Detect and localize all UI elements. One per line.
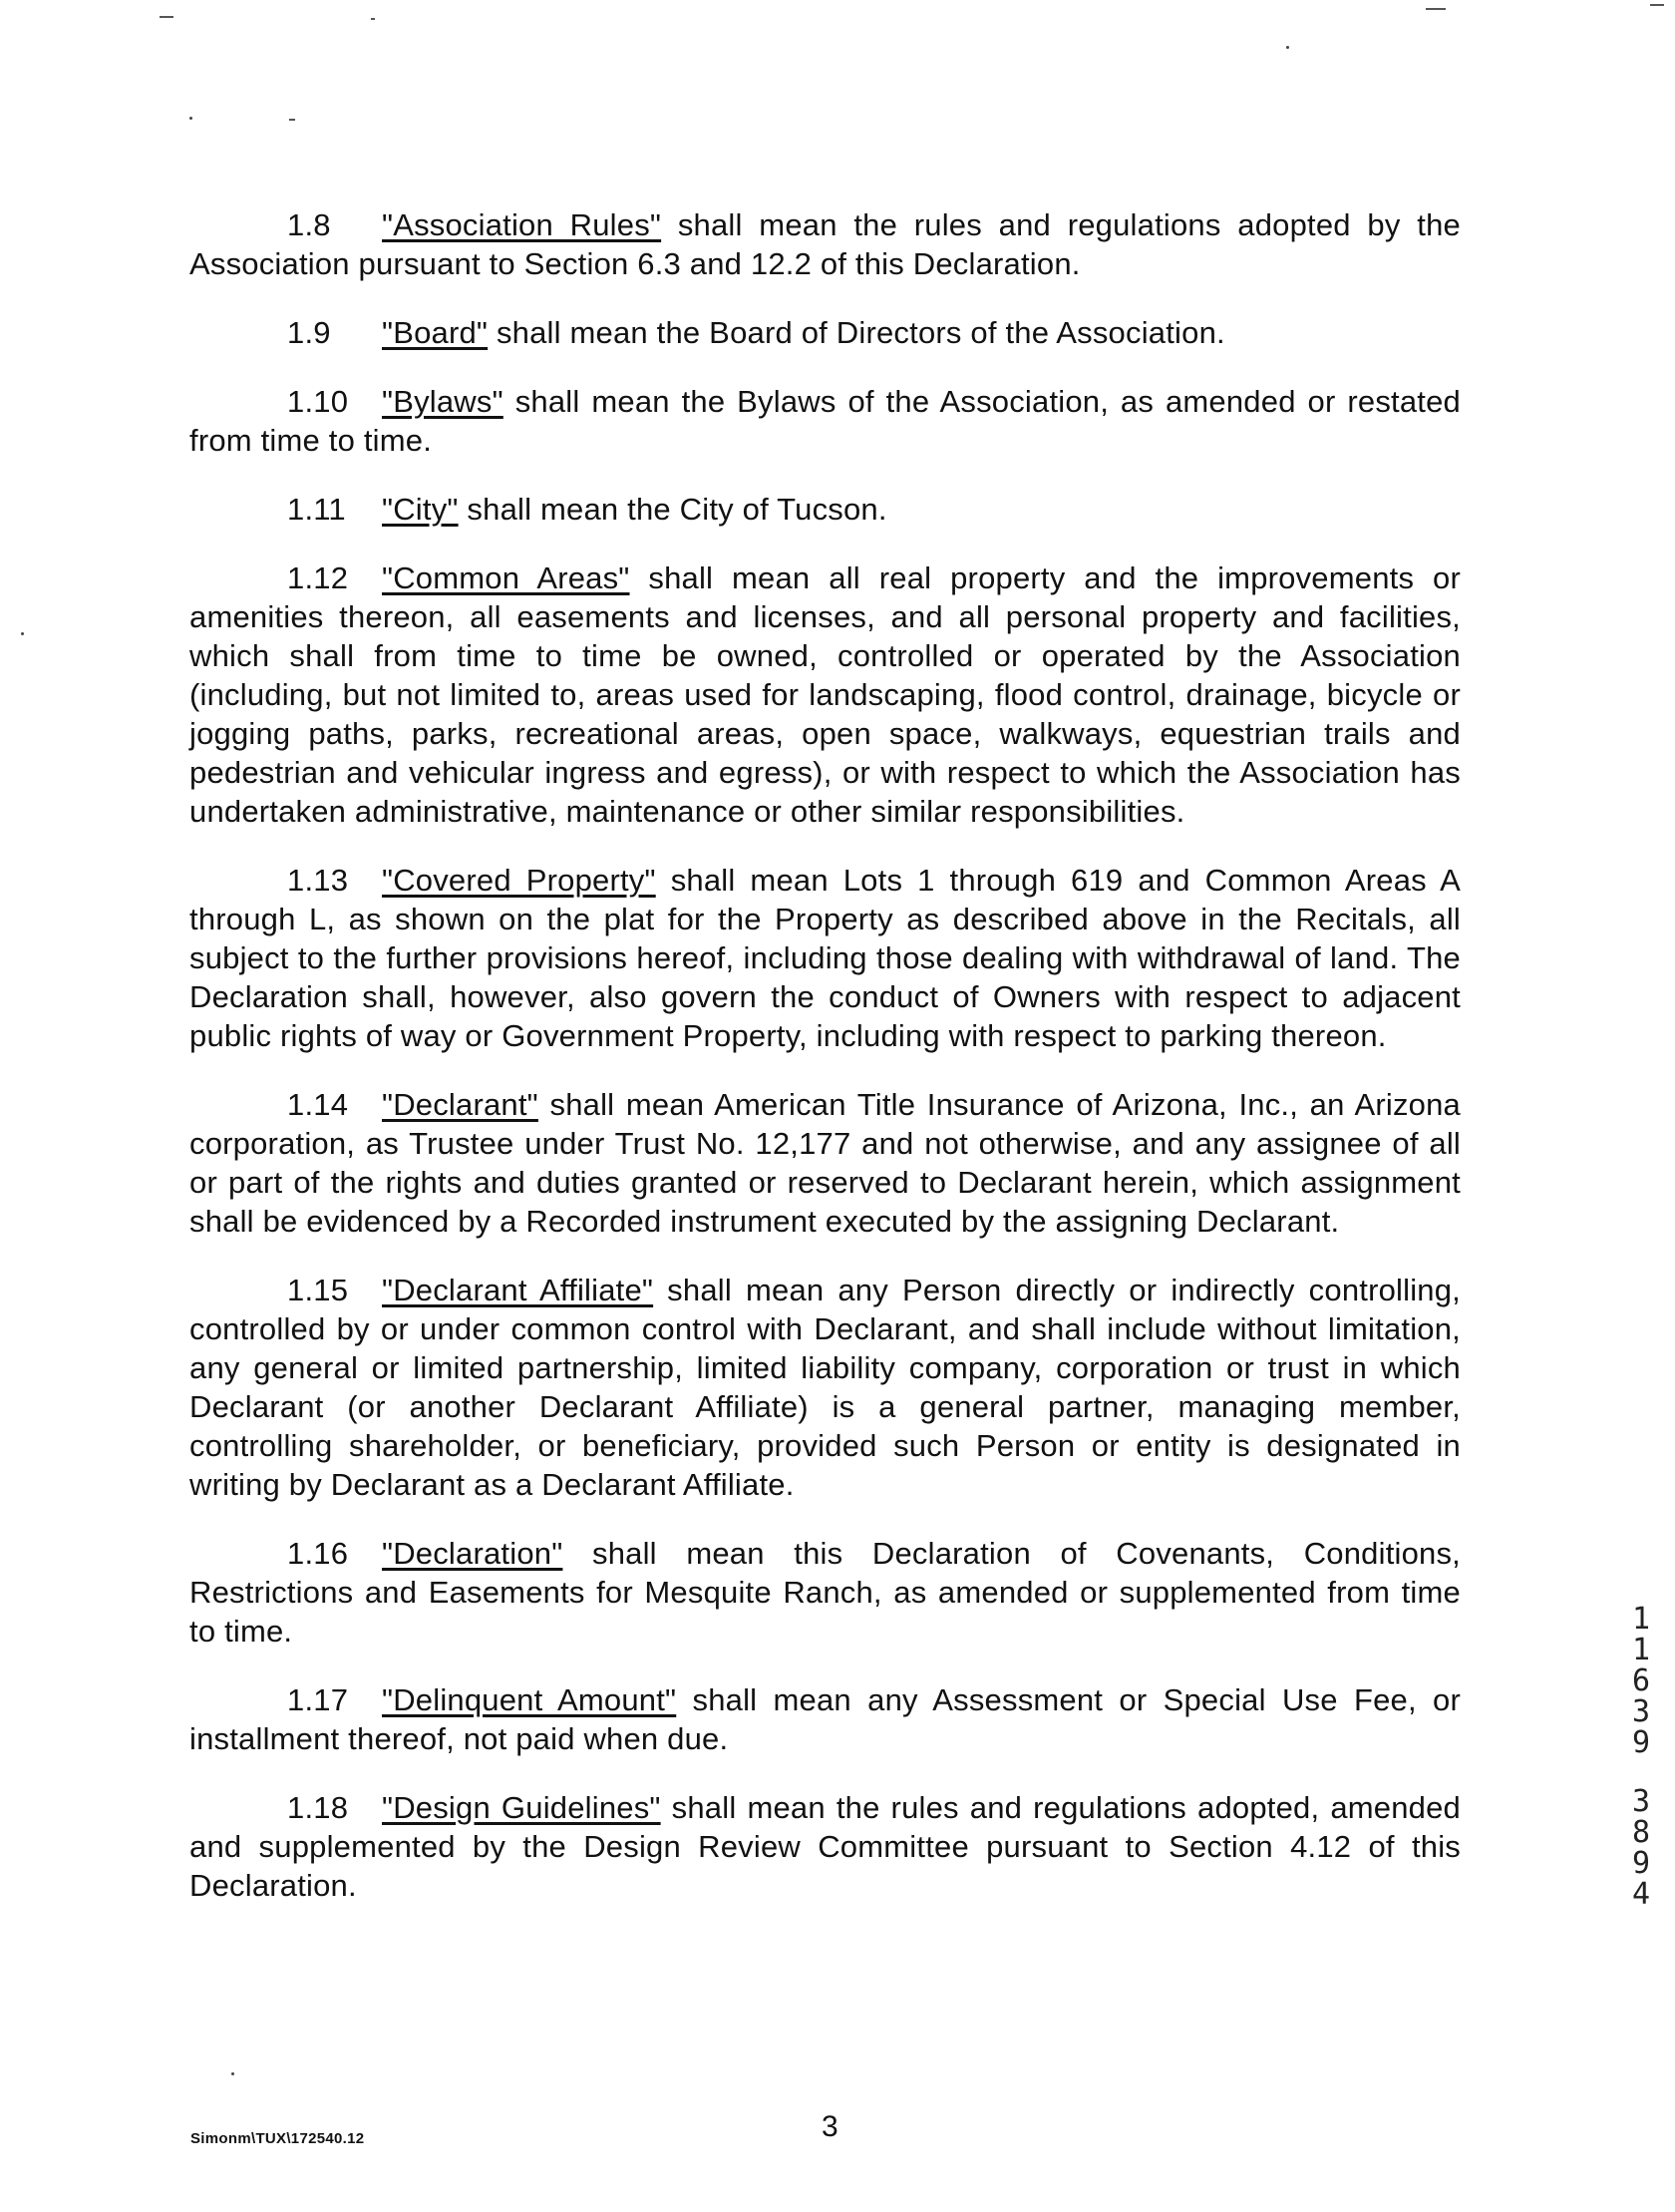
definition-term: "Declarant Affiliate"	[382, 1273, 654, 1307]
definition-1-13	[189, 861, 1461, 1055]
scan-mark	[1650, 4, 1664, 6]
definition-1-16	[189, 1534, 1461, 1651]
stamp-digit: 9	[1631, 1725, 1651, 1760]
definition-number: 1.12	[287, 560, 349, 595]
definition-1-14	[189, 1085, 1461, 1241]
scan-mark	[1426, 8, 1446, 10]
definition-1-10	[189, 382, 1461, 460]
stamp-digit: 1	[1631, 1633, 1651, 1667]
definition-text: shall mean the Board of Directors of the Association.	[488, 315, 1225, 350]
definition-term: "Board"	[382, 315, 489, 350]
scan-dot	[21, 632, 24, 635]
definition-text: shall mean American Title Insurance of Arizona, Inc., an Arizona corporation, as Trustee under Trust No. 12,177 and not otherwise, and any assignee of all or part of the rights and duties granted or reserved to Declarant herein, which assignment shall be evidenced by a Recorded instrument executed by the assigning Declarant.	[189, 1087, 1461, 1239]
scan-dot	[189, 117, 192, 120]
stamp-digit: 1	[1631, 1602, 1651, 1637]
definition-number: 1.10	[287, 384, 349, 419]
stamp-digit: 4	[1631, 1877, 1651, 1912]
definition-1-17	[189, 1680, 1461, 1758]
definition-term: "Design Guidelines"	[382, 1790, 661, 1825]
definition-number: 1.9	[287, 315, 331, 350]
page-number: 3	[822, 2110, 838, 2143]
definition-term: "City"	[382, 492, 459, 527]
definition-1-11	[189, 490, 1461, 529]
definition-1-12	[189, 558, 1461, 831]
scan-mark	[160, 16, 173, 18]
definition-term: "Delinquent Amount"	[382, 1682, 677, 1717]
scan-mark	[371, 18, 375, 20]
definition-term: "Association Rules"	[382, 207, 662, 242]
stamp-gap	[1630, 1758, 1652, 1786]
definition-number: 1.16	[287, 1536, 349, 1571]
stamp-digit: 3	[1631, 1694, 1651, 1729]
scan-dot	[231, 2072, 234, 2075]
definition-text: shall mean all real property and the improvements or amenities thereon, all easements and licenses, and all personal property and facilities, which shall from time to time be owned, controlled or operated by the Association (including, but not limited to, areas used for landscaping, flood control, drainage, bicycle or jogging paths, parks, recreational areas, open space, walkways, equestrian trails and pedestrian and vehicular ingress and egress), or with respect to which the Association has undertaken administrative, maintenance or other similar responsibilities.	[189, 560, 1461, 829]
stamp-digit: 9	[1631, 1846, 1651, 1881]
file-reference: Simonm\TUX\172540.12	[190, 2130, 365, 2147]
definition-term: "Declarant"	[382, 1087, 538, 1122]
definition-1-18	[189, 1788, 1461, 1905]
definition-number: 1.18	[287, 1790, 349, 1825]
stamp-digit: 3	[1631, 1784, 1651, 1819]
definition-number: 1.8	[287, 207, 331, 242]
definition-text: shall mean any Assessment or Special Use Fee, or installment thereof, not paid when due.	[189, 1682, 1462, 1756]
definition-number: 1.15	[287, 1273, 349, 1307]
definition-term: "Covered Property"	[382, 863, 656, 898]
stamp-digit: 6	[1631, 1663, 1651, 1698]
definition-text: shall mean this Declaration of Covenants, Conditions, Restrictions and Easements for Mesquite Ranch, as amended or supplemented from time to time.	[189, 1536, 1461, 1649]
definition-number: 1.14	[287, 1087, 349, 1122]
definitions-section	[189, 205, 1461, 1935]
definition-1-8	[189, 205, 1461, 283]
definition-text: shall mean the rules and regulations adopted, amended and supplemented by the Design Review Committee pursuant to Section 4.12 of this Declaration.	[189, 1790, 1461, 1903]
definition-number: 1.13	[287, 863, 349, 898]
definition-1-15	[189, 1271, 1461, 1504]
stamp-digit: 8	[1631, 1815, 1651, 1850]
scan-mark	[289, 119, 295, 121]
definition-text: shall mean the rules and regulations adopted by the Association pursuant to Section 6.3 and 12.2 of this Declaration.	[189, 207, 1461, 281]
definition-text: shall mean Lots 1 through 619 and Common Areas A through L, as shown on the plat for the Property as described above in the Recitals, all subject to the further provisions hereof, including those dealing with withdrawal of land. The Declaration shall, however, also govern the conduct of Owners with respect to adjacent public rights of way or Government Property, including with respect to parking thereon.	[189, 863, 1461, 1053]
definition-term: "Common Areas"	[382, 560, 630, 595]
recording-stamp	[1630, 1604, 1652, 1910]
definition-text: shall mean any Person directly or indirectly controlling, controlled by or under common control with Declarant, and shall include without limitation, any general or limited partnership, limited liability company, corporation or trust in which Declarant (or another Declarant Affiliate) is a general partner, managing member, controlling shareholder, or beneficiary, provided such Person or entity is designated in writing by Declarant as a Declarant Affiliate.	[189, 1273, 1461, 1502]
definition-text: shall mean the City of Tucson.	[458, 492, 887, 527]
definition-number: 1.17	[287, 1682, 349, 1717]
definition-number: 1.11	[287, 492, 346, 527]
definition-term: "Bylaws"	[382, 384, 503, 419]
definition-term: "Declaration"	[382, 1536, 563, 1571]
definition-text: shall mean the Bylaws of the Association, as amended or restated from time to time.	[189, 384, 1461, 458]
scan-dot	[1286, 46, 1289, 49]
definition-1-9	[189, 313, 1461, 352]
